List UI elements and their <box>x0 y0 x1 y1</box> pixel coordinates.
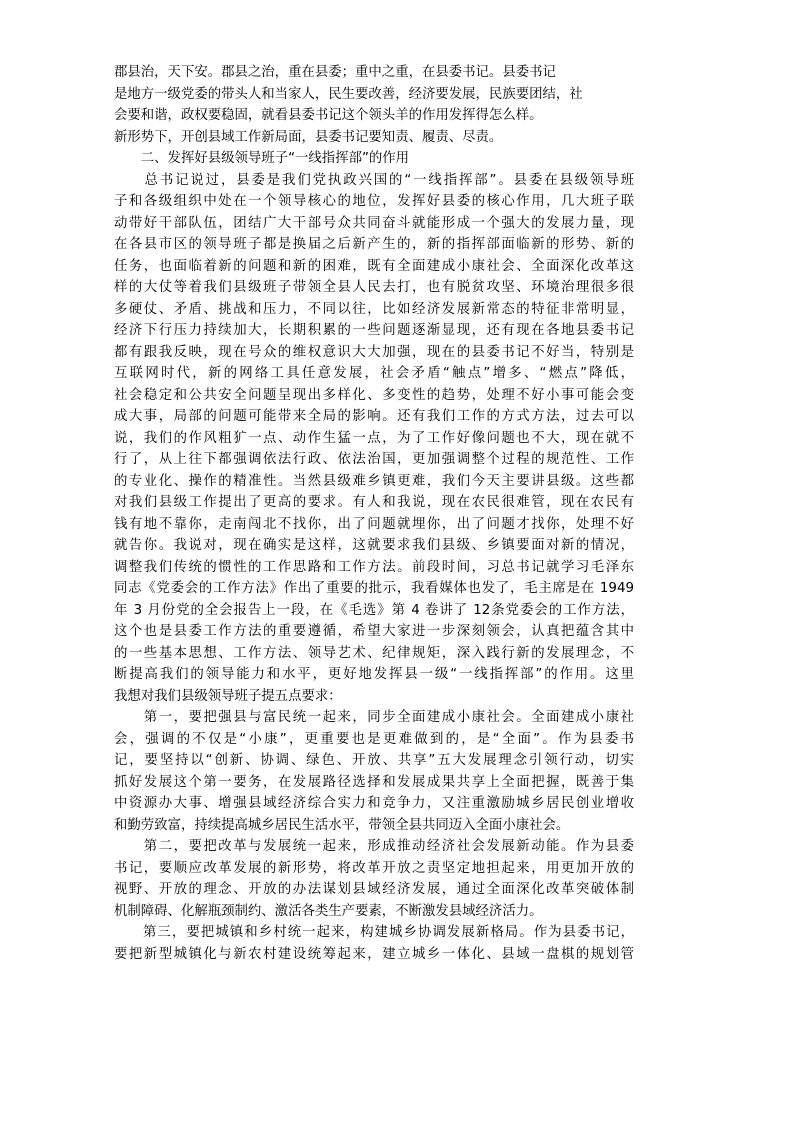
text-line: 行了，从上往下都强调依法行政、依法治国，更加强调整个过程的规范性、工作 <box>114 452 634 467</box>
text-line: 视野、开放的理念、开放的办法谋划县域经济发展，通过全面深化改革突破体制 <box>114 882 634 897</box>
text-line: 我想对我们县级领导班子提五点要求： <box>114 688 342 704</box>
text-line: 样的大仗等着我们县级班子带领全县人民去打，也有脱贫攻坚、环境治理很多很 <box>114 280 634 295</box>
text-line: 都有跟我反映，现在号众的维权意识大大加强，现在的县委书记不好当，特别是 <box>114 344 634 360</box>
text-line: 和勤劳致富，持续提高城乡居民生活水平，带领全县共同迈入全面小康社会。 <box>114 817 570 833</box>
text-line: 第一，要把强县与富民统一起来，同步全面建成小康社会。全面建成小康社 <box>114 710 634 725</box>
text-line: 会要和谐，政权要稳固，就看县委书记这个领头羊的作用发挥得怎么样。 <box>114 108 543 123</box>
text-line: 第二，要把改革与发展统一起来，形成推动经济社会发展新动能。作为县委 <box>114 839 634 854</box>
text-line: 同志《党委会的工作方法》作出了重要的批示，我看媒体也发了，毛主席是在 1949 <box>114 581 634 596</box>
text-line: 机制障碍、化解瓶颈制约、激活各类生产要素，不断激发县域经济活力。 <box>114 903 543 919</box>
text-line: 中资源办大事、增强县域经济综合实力和竞争力，又注重激励城乡居民创业增收 <box>114 796 634 811</box>
text-line: 会，强调的不仅是“小康”，更重要也是更难做到的，是“全面”。作为县委书 <box>114 731 634 747</box>
text-line: 说，我们的作风粗犷一点、动作生猛一点，为了工作好像问题也不大，现在就不 <box>114 430 634 446</box>
text-line: 钱有地不靠你，走南闯北不找你，出了问题就埋你，出了问题才找你，处理不好 <box>114 516 634 532</box>
text-line: 成大事，局部的问题可能带来全局的影响。还有我们工作的方式方法，过去可以 <box>114 409 634 424</box>
text-line: 多硬仗、矛盾、挑战和压力，不同以往，比如经济发展新常态的特征非常明显， <box>114 301 634 317</box>
text-line: 要把新型城镇化与新农村建设统筹起来，建立城乡一体化、县域一盘棋的规划管 <box>114 946 634 962</box>
text-line: 动带好干部队伍，团结广大干部号众共同奋斗就能形成一个强大的发展力量，现 <box>114 215 634 231</box>
text-line: 年 3 月份党的全会报告上一段，在《毛选》第 4 卷讲了 12条党委会的工作方法， <box>114 602 634 618</box>
text-line: 的一些基本思想、工作方法、领导艺术、纪律规矩，深入践行新的发展理念，不 <box>114 645 634 661</box>
text-line: 总书记说过，县委是我们党执政兴国的“一线指挥部”。县委在县级领导班 <box>114 172 634 188</box>
text-line: 社会稳定和公共安全问题呈现出多样化、多变性的趋势，处理不好小事可能会变 <box>114 387 634 403</box>
text-line: 这个也是县委工作方法的重要遵循，希望大家进一步深刻领会，认真把蕴含其中 <box>114 624 634 639</box>
text-line: 任务，也面临着新的问题和新的困难，既有全面建成小康社会、全面深化改革这 <box>114 258 634 274</box>
document-body <box>114 62 634 965</box>
text-line: 是地方一级党委的带头人和当家人，民生要改善，经济要发展，民族要团结，社 <box>114 86 583 102</box>
text-line: 断提高我们的领导能力和水平，更好地发挥县一级“一线指挥部”的作用。这里 <box>114 667 634 682</box>
text-line: 抓好发展这个第一要务，在发展路径选择和发展成果共享上全面把握，既善于集 <box>114 774 634 790</box>
text-line: 在各县市区的领导班子都是换届之后新产生的，新的指挥部面临新的形势、新的 <box>114 237 634 252</box>
text-line: 的专业化、操作的精准性。当然县级难乡镇更难，我们今天主要讲县级。这些都 <box>114 473 634 489</box>
text-line: 二、发挥好县级领导班子“一线指挥部”的作用 <box>114 151 410 166</box>
text-line: 经济下行压力持续加大，长期积累的一些问题逐渐显现，还有现在各地县委书记 <box>114 323 634 338</box>
text-line: 互联网时代，新的网络工具任意发展，社会矛盾“触点”增多、“燃点”降低， <box>114 366 634 381</box>
text-line: 调整我们传统的惯性的工作思路和工作方法。前段时间，习总书记就学习毛泽东 <box>114 559 634 575</box>
text-line: 记，要坚持以“创新、协调、绿色、开放、共享”五大发展理念引领行动，切实 <box>114 753 634 768</box>
text-line: 就告你。我说对，现在确实是这样，这就要求我们县级、乡镇要面对新的情况， <box>114 538 634 553</box>
text-line: 子和各级组织中处在一个领导核心的地位，发挥好县委的核心作用，几大班子联 <box>114 194 634 209</box>
text-line: 新形势下，开创县域工作新局面，县委书记要知责、履责、尽责。 <box>114 129 503 145</box>
text-line: 郡县治，天下安。郡县之治，重在县委；重中之重，在县委书记。县委书记 <box>114 65 556 80</box>
text-line: 第三，要把城镇和乡村统一起来，构建城乡协调发展新格局。作为县委书记， <box>114 925 634 940</box>
text-line: 书记，要顺应改革发展的新形势，将改革开放之责坚定地担起来，用更加开放的 <box>114 860 634 876</box>
text-line: 对我们县级工作提出了更高的要求。有人和我说，现在农民很难管，现在农民有 <box>114 495 634 510</box>
